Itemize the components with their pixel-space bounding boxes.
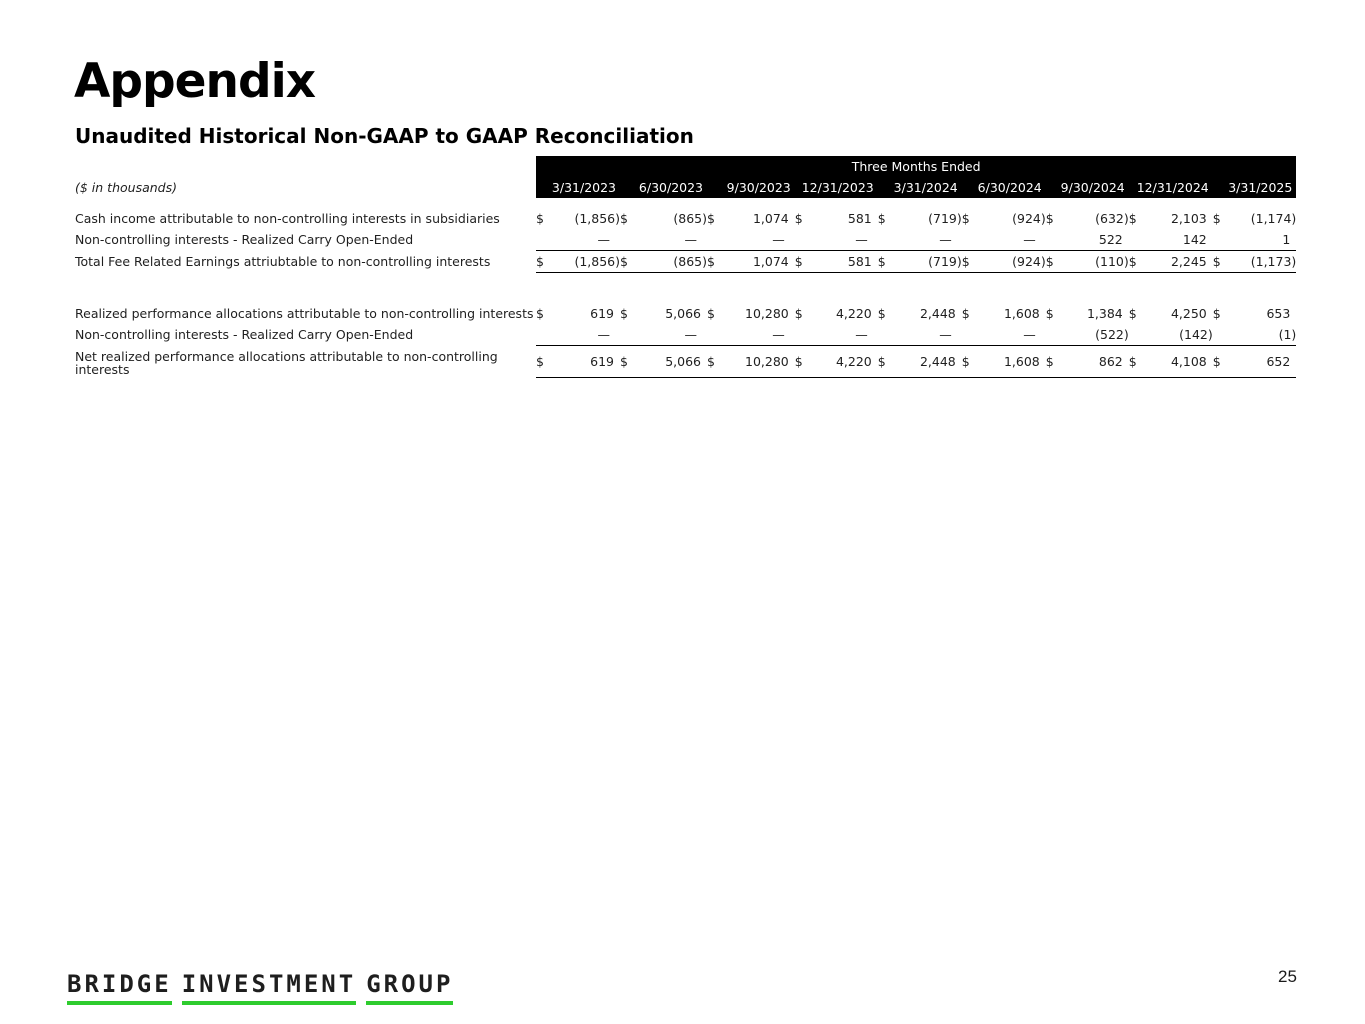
logo-word: GROUP (366, 970, 453, 1005)
reconciliation-table (75, 156, 1296, 378)
currency-symbol (707, 229, 745, 251)
currency-symbol (878, 324, 916, 346)
header-row-group (75, 156, 1296, 176)
period-header: 6/30/2024 (962, 176, 1046, 198)
currency-symbol: $ (1128, 306, 1137, 321)
cell-value: 142 (1182, 232, 1207, 247)
currency-symbol (962, 229, 1000, 251)
cell-value: 10,280 (745, 346, 795, 378)
page-number: 25 (1278, 967, 1297, 986)
cell-value: 1,608 (1000, 346, 1046, 378)
currency-symbol (795, 229, 833, 251)
table-row (75, 303, 1296, 324)
currency-symbol (707, 324, 745, 346)
cell-value: 2,448 (919, 306, 956, 321)
currency-symbol: $ (794, 211, 803, 226)
cell-value: 10,280 (745, 306, 789, 321)
cell-value: — (939, 232, 952, 247)
page-subtitle: Unaudited Historical Non-GAAP to GAAP Reconciliation (75, 124, 694, 148)
currency-symbol: $ (962, 346, 1000, 378)
currency-symbol: $ (620, 211, 628, 226)
cell-value: (1) (1278, 327, 1297, 342)
currency-symbol: $ (707, 306, 715, 321)
cell-value: — (855, 232, 868, 247)
cell-value: — (684, 232, 697, 247)
period-header: 9/30/2024 (1046, 176, 1129, 198)
currency-symbol (536, 229, 572, 251)
currency-symbol: $ (961, 306, 970, 321)
period-header: 3/31/2025 (1213, 176, 1297, 198)
cell-value: — (684, 327, 697, 342)
row-label: Cash income attributable to non-controlling interests in subsidiaries (75, 211, 500, 226)
cell-value: 1,608 (1003, 306, 1040, 321)
cell-value: 4,220 (835, 306, 872, 321)
company-logo (67, 970, 463, 1005)
currency-symbol: $ (1045, 306, 1054, 321)
currency-symbol: $ (536, 251, 572, 273)
cell-value: 1,384 (1086, 306, 1123, 321)
currency-symbol: $ (1129, 346, 1167, 378)
currency-symbol: $ (1045, 211, 1054, 226)
units-label: ($ in thousands) (75, 179, 177, 195)
cell-value: 5,066 (658, 346, 707, 378)
cell-value: 4,220 (833, 346, 878, 378)
period-header: 3/31/2024 (878, 176, 962, 198)
currency-symbol: $ (878, 346, 916, 378)
period-header: 3/31/2023 (536, 176, 620, 198)
cell-value: 1 (1282, 232, 1291, 247)
table-row (75, 346, 1296, 378)
cell-value: (632) (1095, 211, 1129, 226)
currency-symbol: $ (795, 346, 833, 378)
currency-symbol: $ (1212, 306, 1221, 321)
cell-value: (1,174) (1250, 211, 1297, 226)
cell-value: 522 (1098, 232, 1123, 247)
table-row (75, 208, 1296, 229)
cell-value: 4,250 (1170, 306, 1207, 321)
logo-word: INVESTMENT (182, 970, 357, 1005)
currency-symbol (620, 324, 658, 346)
cell-value: 619 (590, 306, 614, 321)
currency-symbol: $ (878, 251, 916, 273)
currency-symbol: $ (1213, 251, 1251, 273)
cell-value: (110) (1084, 251, 1129, 273)
cell-value: (865) (658, 251, 707, 273)
currency-symbol (1046, 229, 1084, 251)
currency-symbol: $ (620, 306, 628, 321)
cell-value: 581 (833, 251, 878, 273)
cell-value: — (597, 232, 610, 247)
logo-word: BRIDGE (67, 970, 172, 1005)
cell-value: 2,448 (916, 346, 962, 378)
row-label: Net realized performance allocations attributable to non-controlling interests (75, 348, 498, 377)
currency-symbol: $ (1046, 346, 1084, 378)
page-title: Appendix (74, 54, 316, 109)
header-row-periods (75, 176, 1296, 198)
currency-symbol: $ (877, 211, 886, 226)
currency-symbol: $ (620, 251, 658, 273)
table-row (75, 324, 1296, 346)
currency-symbol: $ (1129, 251, 1167, 273)
currency-symbol: $ (1212, 211, 1221, 226)
period-header: 12/31/2024 (1129, 176, 1213, 198)
cell-value: 581 (847, 211, 872, 226)
cell-value: 5,066 (665, 306, 701, 321)
currency-symbol (536, 324, 572, 346)
table-row (75, 229, 1296, 251)
cell-value: 862 (1084, 346, 1129, 378)
period-header: 9/30/2023 (707, 176, 795, 198)
currency-symbol: $ (707, 346, 745, 378)
currency-symbol: $ (536, 346, 572, 378)
currency-symbol (1213, 324, 1251, 346)
row-label: Realized performance allocations attributable to non-controlling interests (75, 306, 534, 321)
cell-value: 653 (1266, 306, 1291, 321)
cell-value: (719) (928, 211, 962, 226)
cell-value: (1,173) (1251, 251, 1297, 273)
currency-symbol: $ (962, 251, 1000, 273)
cell-value: 1,074 (745, 251, 795, 273)
currency-symbol (1129, 229, 1167, 251)
cell-value: (142) (1179, 327, 1213, 342)
currency-symbol (1046, 324, 1084, 346)
currency-symbol: $ (707, 251, 745, 273)
currency-symbol: $ (1128, 211, 1137, 226)
cell-value: 652 (1251, 346, 1297, 378)
currency-symbol (1213, 229, 1251, 251)
group-header: Three Months Ended (536, 156, 1296, 176)
row-label: Non-controlling interests - Realized Carry Open-Ended (75, 232, 414, 248)
cell-value: — (772, 232, 785, 247)
currency-symbol: $ (1046, 251, 1084, 273)
cell-value: (719) (916, 251, 962, 273)
period-header: 12/31/2023 (795, 176, 878, 198)
table-row (75, 251, 1296, 273)
currency-symbol: $ (536, 306, 544, 321)
currency-symbol (620, 229, 658, 251)
cell-value: — (1023, 327, 1036, 342)
cell-value: (865) (673, 211, 707, 226)
row-label: Non-controlling interests - Realized Carry Open-Ended (75, 327, 414, 343)
cell-value: — (772, 327, 785, 342)
currency-symbol: $ (795, 251, 833, 273)
cell-value: (924) (1012, 211, 1046, 226)
currency-symbol (1129, 324, 1167, 346)
row-label: Total Fee Related Earnings attriubtable to non-controlling interests (75, 254, 491, 269)
cell-value: 619 (572, 346, 620, 378)
currency-symbol: $ (1213, 346, 1251, 378)
currency-symbol (962, 324, 1000, 346)
cell-value: — (1023, 232, 1036, 247)
currency-symbol: $ (794, 306, 803, 321)
cell-value: 1,074 (752, 211, 789, 226)
period-header: 6/30/2023 (620, 176, 707, 198)
cell-value: 4,108 (1167, 346, 1213, 378)
cell-value: — (939, 327, 952, 342)
cell-value: 2,103 (1170, 211, 1207, 226)
currency-symbol: $ (707, 211, 715, 226)
cell-value: (522) (1095, 327, 1129, 342)
currency-symbol: $ (620, 346, 658, 378)
currency-symbol: $ (961, 211, 970, 226)
cell-value: — (855, 327, 868, 342)
currency-symbol: $ (536, 211, 544, 226)
cell-value: 2,245 (1167, 251, 1213, 273)
cell-value: (924) (1000, 251, 1046, 273)
cell-value: — (597, 327, 610, 342)
currency-symbol (795, 324, 833, 346)
currency-symbol: $ (877, 306, 886, 321)
cell-value: (1,856) (574, 211, 620, 226)
cell-value: (1,856) (572, 251, 620, 273)
currency-symbol (878, 229, 916, 251)
